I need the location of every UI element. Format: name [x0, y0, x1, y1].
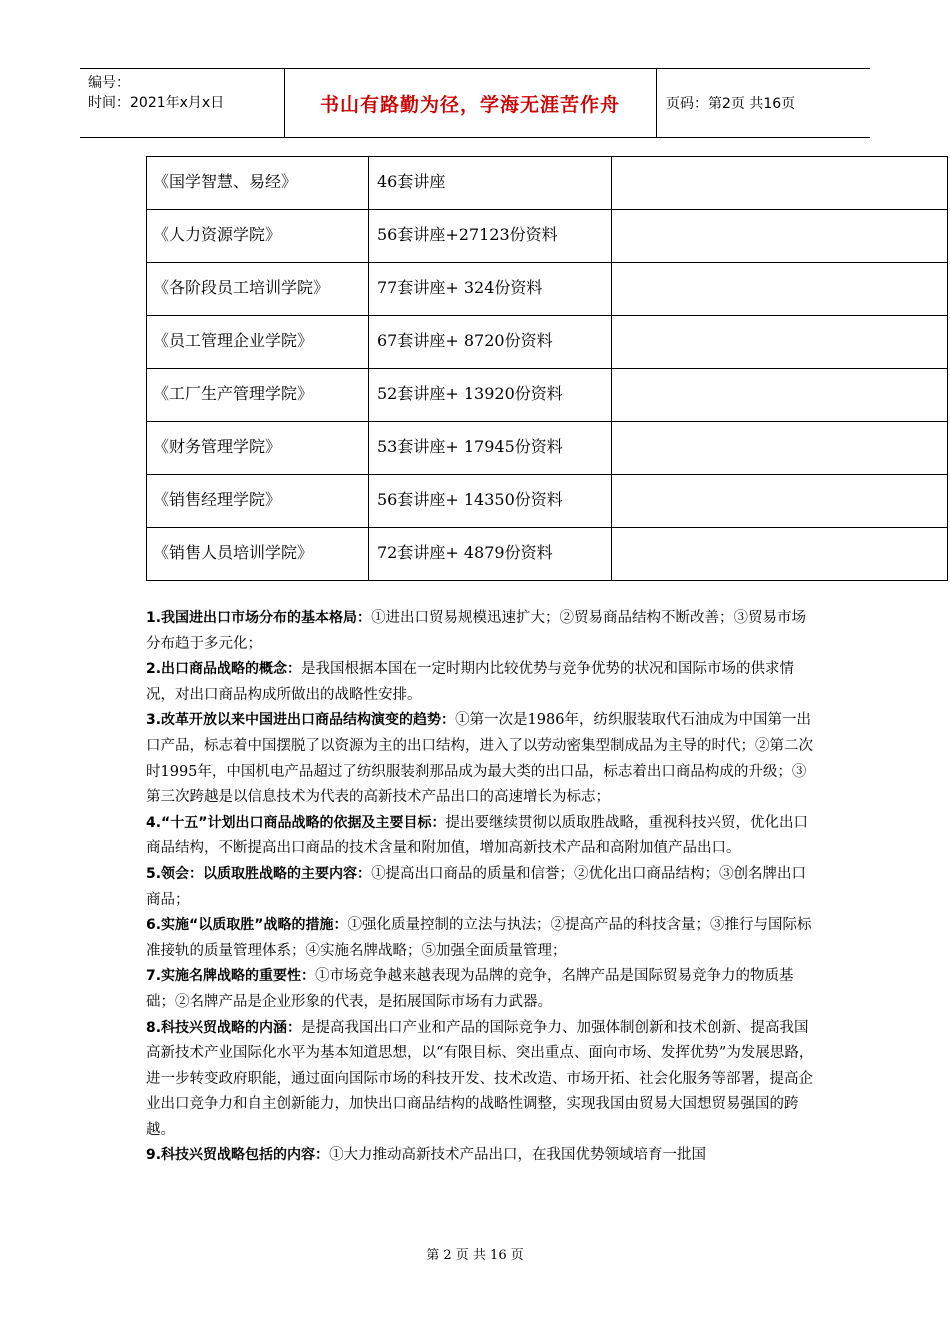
list-item [146, 913, 814, 964]
table-cell-course: 《员工管理企业学院》 [147, 316, 369, 369]
table-row [147, 316, 948, 369]
table-cell-content: 67套讲座+ 8720份资料 [369, 316, 612, 369]
item-title: 8.科技兴贸战略的内涵： [146, 1019, 302, 1036]
table-cell-course: 《工厂生产管理学院》 [147, 369, 369, 422]
item-title: 4.“十五”计划出口商品战略的依据及主要目标： [146, 814, 446, 831]
table-cell-empty [612, 475, 948, 528]
item-body: 是提高我国出口产业和产品的国际竞争力、加强体制创新和技术创新、提高我国高新技术产业国际化水平为基本知道思想，以“有限目标、突出重点、面向市场、发挥优势”为发展思路，进一步转变政府职能，通过面向国际市场的科技开发、技术改造、市场开拓、社会化服务等部署，提高企业出口竞争力和自主创新能力，加快出口商品结构的战略性调整，实现我国由贸易大国想贸易强国的跨越。 [146, 1019, 814, 1138]
table-cell-course: 《销售人员培训学院》 [147, 528, 369, 581]
table-row [147, 157, 948, 210]
item-title: 6.实施“以质取胜”战略的措施： [146, 917, 348, 934]
document-date: 时间：2021年x月x日 [88, 95, 225, 111]
table-row [147, 422, 948, 475]
item-body: ①第一次是1986年，纺织服装取代石油成为中国第一出口产品，标志着中国摆脱了以资源为主的出口结构，进入了以劳动密集型制成品为主导的时代；②第二次时1995年，中国机电产品超过了纺织服装刹那品成为最大类的出口品，标志着出口商品构成的升级；③第三次跨越是以信息技术为代表的高新技术产品出口的高速增长为标志； [146, 712, 813, 806]
table-cell-content: 72套讲座+ 4879份资料 [369, 528, 612, 581]
body-text [146, 606, 814, 1169]
table-cell-empty [612, 369, 948, 422]
item-title: 9.科技兴贸战略包括的内容： [146, 1147, 330, 1164]
table-cell-empty [612, 528, 948, 581]
table-cell-empty [612, 422, 948, 475]
item-title: 2.出口商品战略的概念： [146, 661, 302, 678]
table-cell-course: 《销售经理学院》 [147, 475, 369, 528]
table-cell-course: 《各阶段员工培训学院》 [147, 263, 369, 316]
item-title: 1.我国进出口市场分布的基本格局： [146, 610, 372, 626]
table-cell-content: 56套讲座+27123份资料 [369, 210, 612, 263]
table-row [147, 528, 948, 581]
list-item [146, 606, 814, 657]
table-cell-content: 56套讲座+ 14350份资料 [369, 475, 612, 528]
table-cell-course: 《财务管理学院》 [147, 422, 369, 475]
item-title: 7.实施名牌战略的重要性： [146, 968, 316, 985]
table-cell-course: 《国学智慧、易经》 [147, 157, 369, 210]
item-body: 是我国根据本国在一定时期内比较优势与竞争优势的状况和国际市场的供求情况，对出口商品构成所做出的战略性安排。 [146, 661, 795, 703]
document-code-label: 编号： [88, 75, 130, 91]
list-item [146, 657, 814, 708]
table-row [147, 210, 948, 263]
table-cell-empty [612, 210, 948, 263]
list-item [146, 1016, 814, 1144]
item-body: ①提高出口商品的质量和信誉；②优化出口商品结构；③创名牌出口商品； [146, 865, 807, 908]
table-cell-content: 53套讲座+ 17945份资料 [369, 422, 612, 475]
header-divider-right [656, 69, 657, 137]
page-footer: 第 2 页 共 16 页 [426, 1248, 524, 1263]
table-cell-empty [612, 157, 948, 210]
item-title: 3.改革开放以来中国进出口商品结构演变的趋势： [146, 712, 456, 729]
item-body: 提出要继续贯彻以质取胜战略，重视科技兴贸，优化出口商品结构，不断提高出口商品的技术含量和附加值，增加高新技术产品和高附加值产品出口。 [146, 814, 808, 857]
table-row [147, 475, 948, 528]
table-row [147, 369, 948, 422]
list-item [146, 1143, 814, 1169]
item-body: ①市场竞争越来越表现为品牌的竞争，名牌产品是国际贸易竞争力的物质基础；②名牌产品是企业形象的代表，是拓展国际市场有力武器。 [146, 968, 794, 1010]
course-catalog-table [146, 156, 948, 581]
list-item [146, 811, 814, 862]
table-cell-content: 77套讲座+ 324份资料 [369, 263, 612, 316]
table-cell-course: 《人力资源学院》 [147, 210, 369, 263]
table-cell-content: 52套讲座+ 13920份资料 [369, 369, 612, 422]
header-motto: 书山有路勤为径，学海无涯苦作舟 [319, 93, 620, 116]
table-cell-empty [612, 263, 948, 316]
list-item [146, 708, 814, 810]
list-item [146, 964, 814, 1015]
item-body: ①进出口贸易规模迅速扩大；②贸易商品结构不断改善；③贸易市场分布趋于多元化； [146, 610, 807, 652]
table-row [147, 263, 948, 316]
item-body: ①大力推动高新技术产品出口，在我国优势领域培育一批国 [329, 1147, 707, 1164]
header-page-info: 页码：第2页 共16页 [666, 96, 796, 112]
table-cell-empty [612, 316, 948, 369]
list-item [146, 862, 814, 913]
table-cell-content: 46套讲座 [369, 157, 612, 210]
item-title: 5.领会：以质取胜战略的主要内容： [146, 865, 372, 882]
item-body: ①强化质量控制的立法与执法；②提高产品的科技含量；③推行与国际标准接轨的质量管理体系；④实施名牌战略；⑤加强全面质量管理； [146, 917, 812, 959]
header-left [88, 73, 224, 113]
page-header [80, 68, 870, 138]
